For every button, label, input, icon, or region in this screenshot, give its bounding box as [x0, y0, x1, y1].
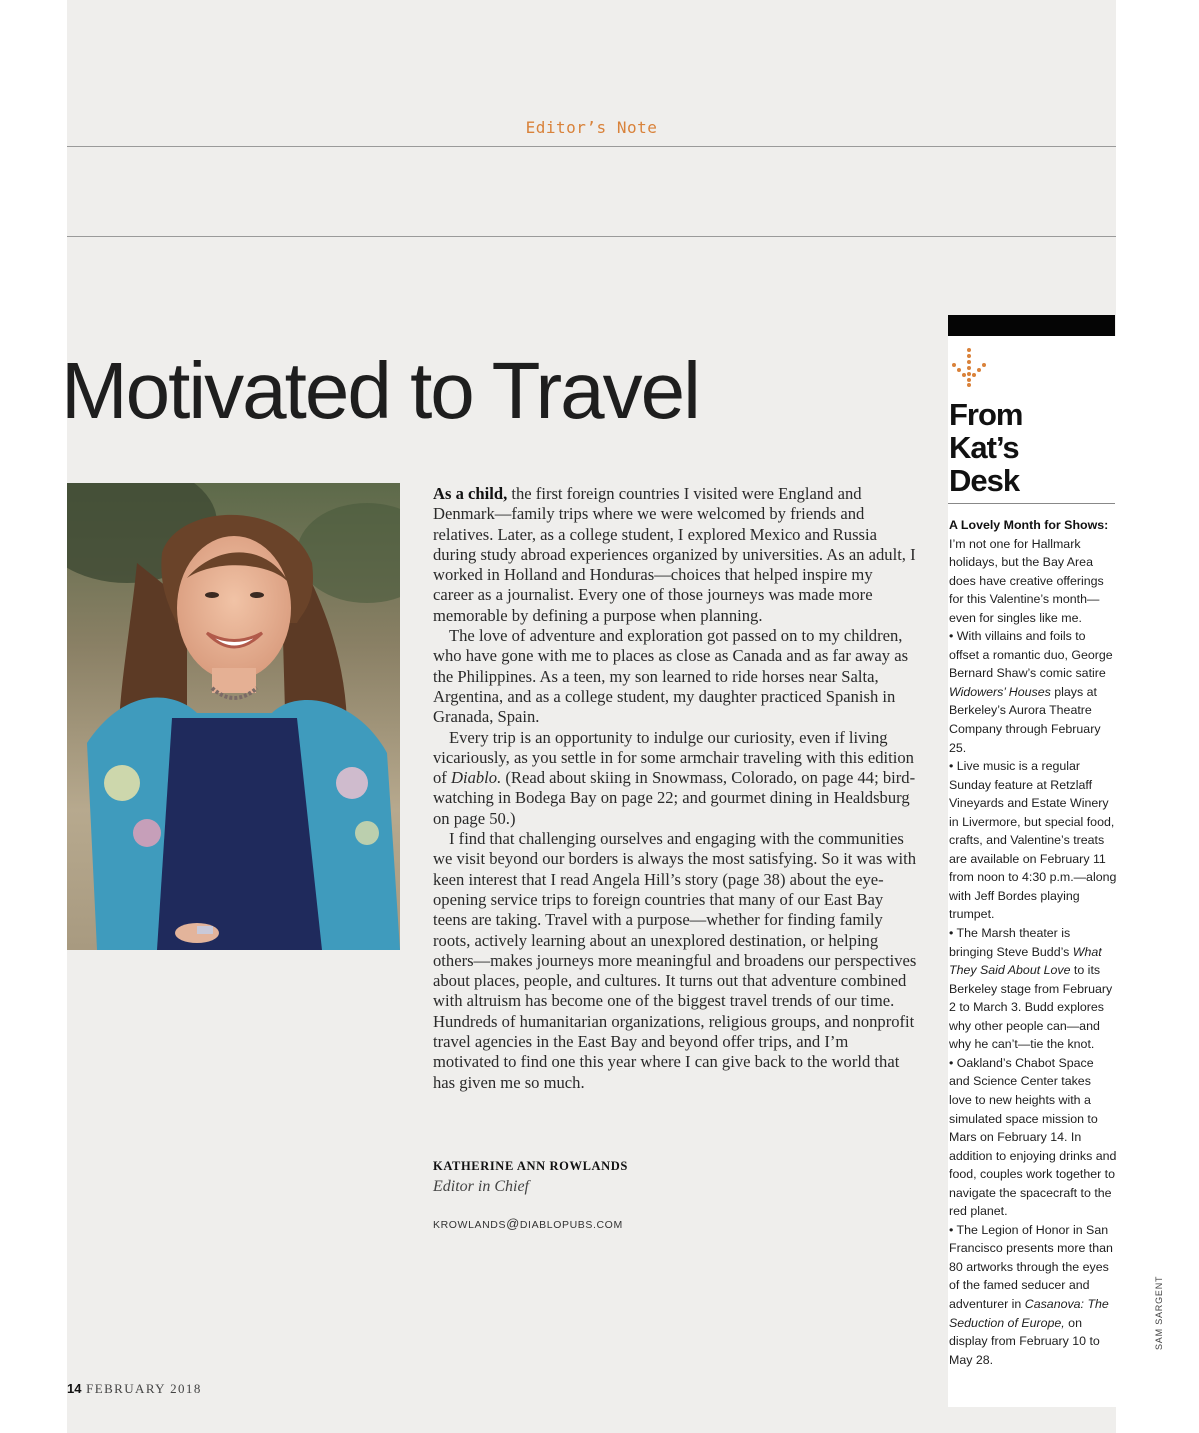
paragraph-2: The love of adventure and exploration got passed on to my children, who have gone with me to places as close as Canada and as far away as the Philippines. As a teen, my son learned to ride horses near Salta, Argentina, and as a college student, my daughter practiced Spanish in Granada, Spain.: [433, 626, 909, 727]
sidebar-title: [949, 398, 1023, 497]
top-divider: [67, 146, 1116, 147]
sidebar-item-1: [949, 627, 1117, 757]
sidebar-intro: [949, 516, 1117, 627]
sidebar-item-3-text-a: • The Marsh theater is bringing Steve Budd’s: [949, 926, 1073, 959]
sidebar-item-5-title: Casanova: The Seduction of Europe,: [949, 1296, 1109, 1330]
sidebar-title-line-2: Kat’s: [949, 430, 1019, 465]
paragraph-3-text-a: Every trip is an opportunity to indulge our curiosity, even if living vicariously, as you settle in for some armchair traveling with this edition of: [433, 727, 914, 788]
paragraph-1-text: the first foreign countries I visited were England and Denmark—family trips where we were welcomed by friends and relatives. Later, as a college student, I explored Mexico and Russia during study abroad experiences organized by universities. As an adult, I worked in Holland and Honduras—choices that helped inspire my career as a journalist. Every one of those journeys was made more memorable by defining a purpose when planning.: [433, 484, 916, 625]
sidebar-divider: [948, 503, 1115, 504]
sidebar-body: [949, 516, 1117, 1369]
sidebar-box: [948, 336, 1116, 1407]
sidebar-lead: A Lovely Month for Shows:: [949, 518, 1109, 532]
author-email[interactable]: [433, 1216, 623, 1231]
sidebar-item-3: [949, 924, 1117, 1054]
sidebar-title-line-1: From: [949, 397, 1023, 432]
dotted-down-arrow-icon: [951, 348, 987, 388]
sidebar-item-1-title: Widowers’ Houses: [949, 684, 1051, 699]
paragraph-3: [433, 728, 917, 829]
sidebar-item-4: • Oakland’s Chabot Space and Science Center takes love to new heights with a simulated space mission to Mars on February 14. In addition to enjoying drinks and food, couples work together to navigate the spacecraft to the red planet.: [949, 1055, 1117, 1219]
sidebar-item-5: [949, 1221, 1117, 1369]
paragraph-4: I find that challenging ourselves and engaging with the communities we visit beyond our borders is always the most satisfying. So it was with keen interest that I read Angela Hill’s story (page 38) about the eye-opening service trips to foreign countries that many of our East Bay teens are taking. Travel with a purpose—whether for finding family roots, actively learning about an unexplored destination, or helping others—makes journeys more meaningful and broadens our perspectives about places, people, and cultures. It turns out that adventure combined with altruism has become one of the biggest travel trends of our time. Hundreds of humanitarian organizations, religious groups, and nonprofit travel agencies in the East Bay and beyond offer trips, and I’m motivated to find one this year where I can give back to the world that has given me so much.: [433, 829, 917, 1092]
lead-in: As a child,: [433, 484, 508, 503]
photo-credit: SAM SARGENT: [1154, 1275, 1164, 1350]
sidebar-intro-text: I’m not one for Hallmark holidays, but the Bay Area does have creative offerings for this Valentine’s month—even for singles like me.: [949, 536, 1104, 625]
magazine-page: [61, 0, 1117, 1433]
issue-date: FEBRUARY 2018: [86, 1381, 202, 1396]
page-folio: [67, 1381, 202, 1397]
email-domain: DIABLOPUBS.COM: [519, 1219, 623, 1231]
section-label: Editor’s Note: [525, 118, 658, 137]
article-headline: Motivated to Travel: [61, 346, 699, 435]
page-number: 14: [67, 1381, 82, 1396]
email-at: @: [506, 1216, 520, 1231]
sidebar-item-5-text-a: • The Legion of Honor in San Francisco presents more than 80 artworks through the eyes of the famed seducer and adventurer in: [949, 1222, 1113, 1311]
sidebar-item-5-text-b: on display from February 10 to May 28.: [949, 1315, 1100, 1367]
sidebar-item-2: • Live music is a regular Sunday feature at Retzlaff Vineyards and Estate Winery in Livermore, but special food, crafts, and Valentine’s treats are available on February 11 from noon to 4:30 p.m.—along with Jeff Bordes playing trumpet.: [949, 759, 1117, 922]
editor-portrait-photo: [67, 483, 400, 950]
publication-name: Diablo.: [450, 768, 502, 788]
author-title: Editor in Chief: [433, 1178, 529, 1195]
paragraph-1: [433, 484, 917, 626]
email-user: KROWLANDS: [433, 1219, 507, 1231]
second-divider: [67, 236, 1116, 237]
sidebar-title-line-3: Desk: [949, 463, 1020, 498]
sidebar-top-bar: [948, 315, 1115, 336]
author-name: KATHERINE ANN ROWLANDS: [433, 1159, 628, 1173]
sidebar-item-3-text-b: to its Berkeley stage from February 2 to March 3. Budd explores why other people can—and why he can’t—tie the knot.: [949, 963, 1113, 1052]
sidebar-item-3-title: What They Said About Love: [949, 944, 1102, 978]
article-body: [433, 484, 917, 1093]
paragraph-3-text-b: (Read about skiing in Snowmass, Colorado, on page 44; bird-watching in Bodega Bay on page 22; and gourmet dining in Healdsburg on page 50.): [433, 768, 916, 828]
sidebar-item-1-text-b: plays at Berkeley’s Aurora Theatre Company through February 25.: [949, 684, 1101, 755]
sidebar-item-1-text-a: • With villains and foils to offset a romantic duo, George Bernard Shaw’s comic satire: [949, 629, 1113, 681]
